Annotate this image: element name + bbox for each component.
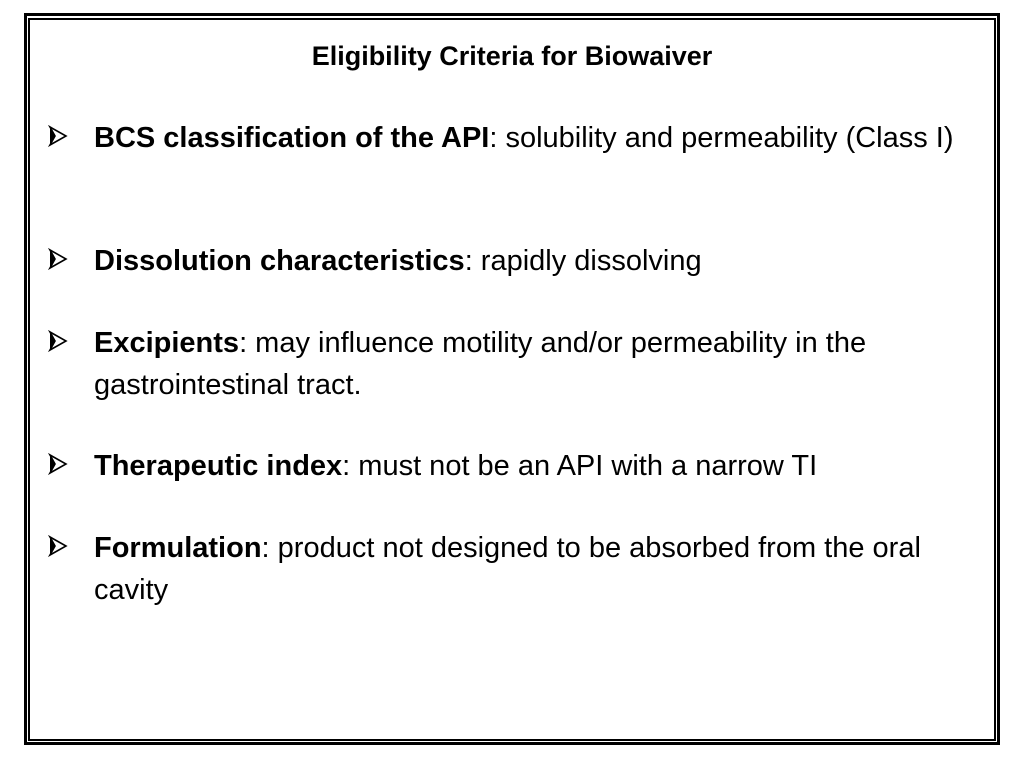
criterion-term: Formulation [94,532,262,564]
criterion-description: : product not designed to be absorbed from the oral cavity [94,532,921,606]
criterion-text [94,527,974,611]
arrowhead-bullet-icon [47,247,69,271]
criterion-text [94,240,974,282]
arrowhead-bullet-icon [47,124,69,148]
criterion-text [94,322,974,406]
criterion-term: Therapeutic index [94,450,343,482]
criterion-description: : rapidly dissolving [464,245,702,277]
arrowhead-bullet-icon [47,329,69,353]
criterion-text [94,445,974,487]
arrowhead-bullet-icon [47,534,69,558]
criterion-description: : may influence motility and/or permeability in the gastrointestinal tract. [94,327,867,401]
criterion-term: Dissolution characteristics [94,245,465,277]
criterion-description: : must not be an API with a narrow TI [342,450,818,482]
criterion-term: Excipients [94,327,240,359]
criterion-text [94,117,974,159]
criterion-description: : solubility and permeability (Class I) [489,122,954,154]
slide-title: Eligibility Criteria for Biowaiver [311,41,713,71]
criterion-term: BCS classification of the API [94,122,490,154]
arrowhead-bullet-icon [47,452,69,476]
